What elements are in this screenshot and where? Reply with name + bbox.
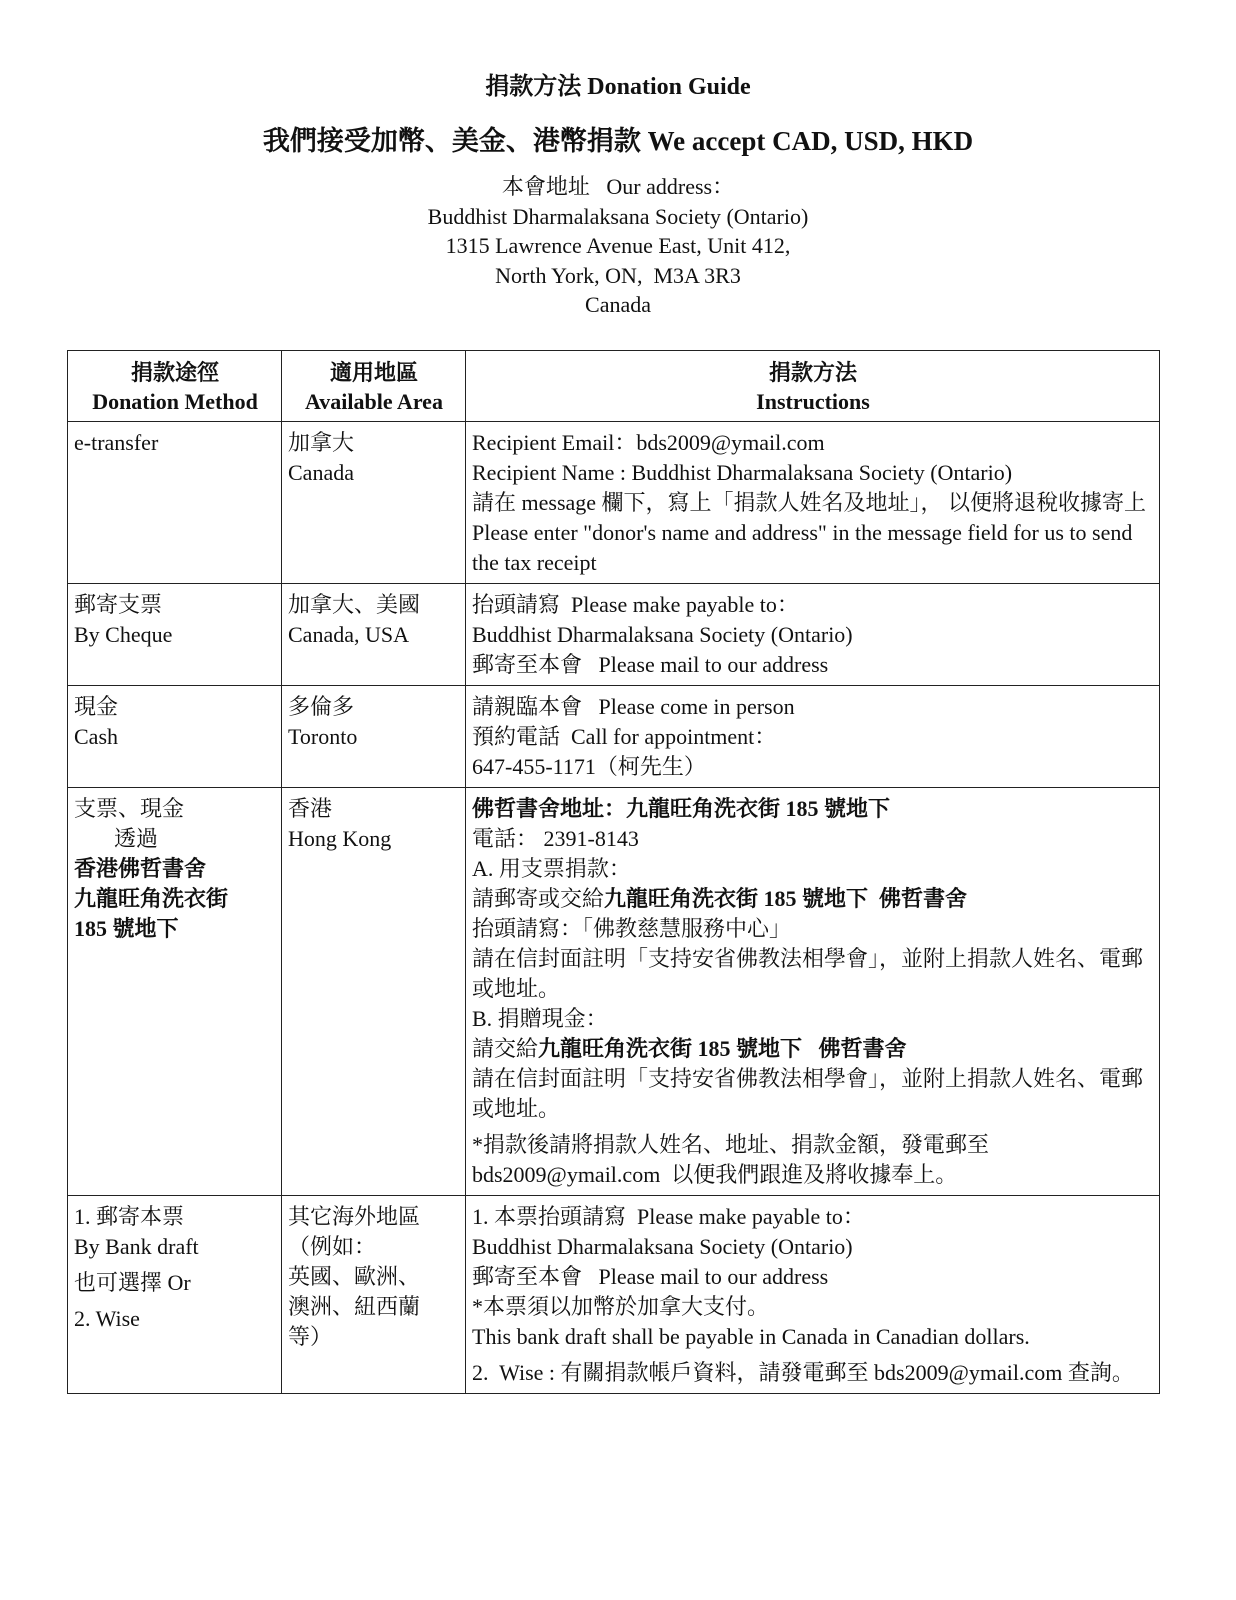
address-line: 1315 Lawrence Avenue East, Unit 412, (445, 233, 791, 258)
method-bold-line: 185 號地下 (74, 916, 179, 941)
cell-instructions (466, 686, 1160, 788)
bookstore-address: 佛哲書舍地址：九龍旺角洗衣街 185 號地下 (472, 796, 891, 821)
cell-method (68, 686, 282, 788)
cell-method (68, 788, 282, 1196)
donation-table (67, 350, 1160, 1394)
section-b-note: 請在信封面註明「支持安省佛教法相學會」，並附上捐款人姓名、電郵或地址。 (472, 1066, 1144, 1121)
area-en: Toronto (288, 724, 358, 749)
cell-method (68, 1196, 282, 1394)
area-en: Hong Kong (288, 826, 392, 851)
in-person-line: 請親臨本會 Please come in person (472, 694, 795, 719)
cell-instructions (466, 1196, 1160, 1394)
method-zh: 現金 (74, 694, 119, 719)
section-b-give-bold: 九龍旺角洗衣街 185 號地下 佛哲書舍 (538, 1036, 907, 1061)
method-line: 透過 (114, 826, 159, 851)
cell-area (282, 1196, 466, 1394)
header-instructions-en: Instructions (756, 389, 870, 414)
method-line: 2. Wise (74, 1306, 140, 1331)
header-area-en: Available Area (305, 389, 443, 414)
message-note-zh: 請在 message 欄下，寫上「捐款人姓名及地址」， 以便將退稅收據寄上 (472, 490, 1147, 515)
header-method-zh: 捐款途徑 (130, 360, 219, 385)
mail-line: 郵寄至本會 Please mail to our address (472, 1264, 829, 1289)
header-instructions-zh: 捐款方法 (768, 360, 857, 385)
address-label: 本會地址 Our address： (501, 174, 735, 199)
method-line: By Bank draft (74, 1234, 199, 1259)
currency-note-en: This bank draft shall be payable in Canada in Canadian dollars. (472, 1324, 1030, 1349)
cell-method (68, 422, 282, 584)
address-line: Buddhist Dharmalaksana Society (Ontario) (427, 203, 809, 229)
table-row-overseas (68, 1196, 1160, 1394)
address-line: Canada (585, 292, 651, 317)
section-b-heading: B. 捐贈現金： (472, 1006, 608, 1031)
method-zh: 郵寄支票 (74, 592, 163, 617)
table-header-row (68, 351, 1160, 422)
address-line: North York, ON, M3A 3R3 (495, 262, 741, 288)
method-en: Cash (74, 724, 118, 749)
header-method (68, 351, 282, 422)
page-subtitle: 我們接受加幣、美金、港幣捐款 We accept CAD, USD, HKD (262, 126, 974, 156)
header-area-zh: 適用地區 (329, 360, 418, 385)
area-line: 澳洲、紐西蘭 (288, 1294, 421, 1319)
cell-method (68, 584, 282, 686)
cell-instructions (466, 788, 1160, 1196)
payee-name: Buddhist Dharmalaksana Society (Ontario) (472, 622, 853, 647)
table-row-hongkong (68, 788, 1160, 1196)
method-line: 1. 郵寄本票 (74, 1204, 185, 1229)
currency-note-zh: *本票須以加幣於加拿大支付。 (472, 1294, 770, 1319)
area-line: （例如： (288, 1234, 377, 1259)
cell-area (282, 788, 466, 1196)
page-title: 捐款方法 Donation Guide (485, 74, 751, 100)
section-a-mail-bold: 九龍旺角洗衣街 185 號地下 佛哲書舍 (604, 886, 968, 911)
phone-number: 647-455-1171（柯先生） (472, 754, 706, 779)
table-row-etransfer (68, 422, 1160, 584)
payable-line: 1. 本票抬頭請寫 Please make payable to： (472, 1204, 865, 1229)
cell-area (282, 686, 466, 788)
bookstore-phone: 電話： 2391-8143 (472, 826, 639, 851)
section-a-note: 請在信封面註明「支持安省佛教法相學會」，並附上捐款人姓名、電郵或地址。 (472, 946, 1144, 1001)
header-method-en: Donation Method (92, 389, 258, 414)
cell-instructions (466, 584, 1160, 686)
wise-note: 2. Wise : 有關捐款帳戶資料，請發電郵至 bds2009@ymail.com 查詢。 (472, 1360, 1134, 1385)
cell-instructions (466, 422, 1160, 584)
section-a-payable: 抬頭請寫：「佛教慈慧服務中心」 (472, 916, 792, 941)
area-zh: 香港 (288, 796, 333, 821)
area-line: 英國、歐洲、 (288, 1264, 421, 1289)
payee-name: Buddhist Dharmalaksana Society (Ontario) (472, 1234, 853, 1259)
area-zh: 加拿大、美國 (288, 592, 421, 617)
address-block (0, 172, 1236, 320)
method-bold-line: 九龍旺角洗衣街 (74, 886, 229, 911)
area-zh: 加拿大 (288, 430, 355, 455)
table-row-cheque (68, 584, 1160, 686)
appointment-line: 預約電話 Call for appointment： (472, 724, 777, 749)
message-note-en: Please enter "donor's name and address" in the message field for us to send the tax receipt (472, 520, 1138, 575)
mail-line: 郵寄至本會 Please mail to our address (472, 652, 829, 677)
section-b-give-prefix: 請交給 (472, 1036, 539, 1061)
method-bold-line: 香港佛哲書舍 (74, 856, 207, 881)
method-line: 也可選擇 Or (74, 1270, 191, 1295)
area-en: Canada (288, 460, 354, 485)
recipient-email: Recipient Email：bds2009@ymail.com (472, 430, 825, 455)
cell-area (282, 422, 466, 584)
area-zh: 多倫多 (288, 694, 355, 719)
area-line: 等） (288, 1324, 333, 1349)
recipient-name: Recipient Name : Buddhist Dharmalaksana Society (Ontario) (472, 460, 1013, 485)
method-line: 支票、現金 (74, 796, 185, 821)
area-en: Canada, USA (288, 622, 409, 647)
header-area (282, 351, 466, 422)
area-line: 其它海外地區 (288, 1204, 421, 1229)
section-a-heading: A. 用支票捐款： (472, 856, 631, 881)
section-a-mail (472, 884, 1154, 914)
cell-area (282, 584, 466, 686)
footnote: *捐款後請將捐款人姓名、地址、捐款金額，發電郵至 bds2009@ymail.com 以便我們跟進及將收據奉上。 (472, 1132, 995, 1187)
method-label: e-transfer (74, 430, 159, 455)
method-en: By Cheque (74, 622, 173, 647)
section-b-give (472, 1034, 1154, 1064)
table-row-cash (68, 686, 1160, 788)
header-instructions (466, 351, 1160, 422)
payable-line: 抬頭請寫 Please make payable to： (472, 592, 799, 617)
section-a-mail-prefix: 請郵寄或交給 (472, 886, 605, 911)
